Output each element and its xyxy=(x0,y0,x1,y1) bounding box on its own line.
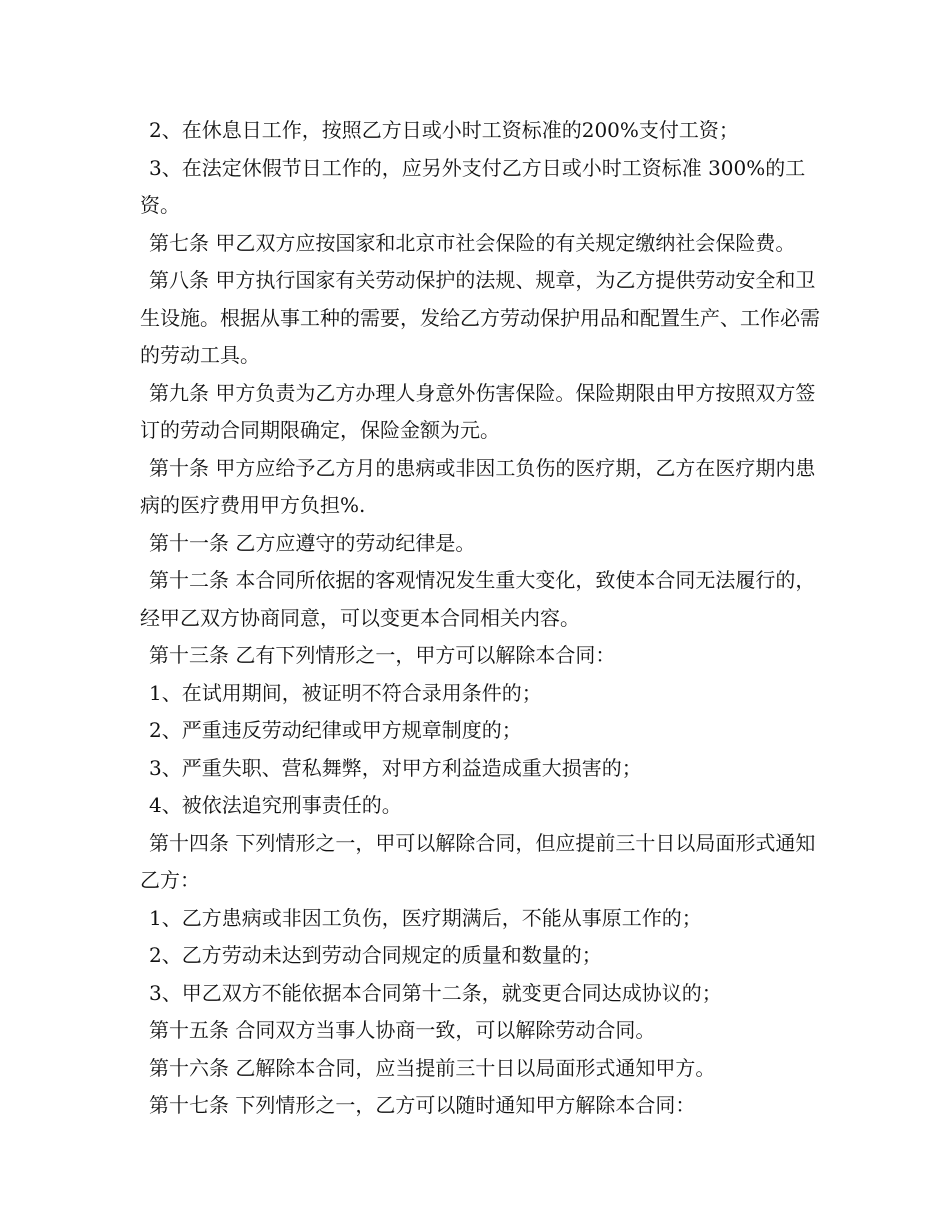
article-14-item-1: 1、乙方患病或非因工负伤，医疗期满后，不能从事原工作的； xyxy=(149,905,702,930)
article-13-item-1: 1、在试用期间，被证明不符合录用条件的； xyxy=(149,680,542,705)
article-14: 第十四条 下列情形之一，甲可以解除合同，但应提前三十日以局面形式通知乙方： xyxy=(140,830,816,892)
article-11: 第十一条 乙方应遵守的劳动纪律是。 xyxy=(149,530,476,555)
article-8: 第八条 甲方执行国家有关劳动保护的法规、规章，为乙方提供劳动安全和卫生设施。根据从事工种的需要，发给乙方劳动保护用品和配置生产、工作必需的劳动工具。 xyxy=(140,268,820,367)
article-13-item-3: 3、严重失职、营私舞弊，对甲方利益造成重大损害的； xyxy=(149,755,642,780)
article-14-item-2: 2、乙方劳动未达到劳动合同规定的质量和数量的； xyxy=(149,943,602,967)
article-13: 第十三条 乙有下列情形之一，甲方可以解除本合同： xyxy=(149,643,616,667)
article-15: 第十五条 合同双方当事人协商一致，可以解除劳动合同。 xyxy=(149,1018,656,1042)
article-16: 第十六条 乙解除本合同，应当提前三十日以局面形式通知甲方。 xyxy=(149,1055,716,1080)
paragraph-overtime-holiday: 3、在法定休假节日工作的，应另外支付乙方日或小时工资标准 300%的工资。 xyxy=(140,155,806,217)
article-17: 第十七条 下列情形之一，乙方可以随时通知甲方解除本合同： xyxy=(149,1093,696,1117)
article-13-item-2: 2、严重违反劳动纪律或甲方规章制度的； xyxy=(149,718,522,742)
article-12: 第十二条 本合同所依据的客观情况发生重大变化，致使本合同无法履行的，经甲乙双方协商同意，可以变更本合同相关内容。 xyxy=(140,568,816,630)
paragraph-overtime-rest-day: 2、在休息日工作，按照乙方日或小时工资标准的200%支付工资； xyxy=(149,118,739,142)
article-10: 第十条 甲方应给予乙方月的患病或非因工负伤的医疗期，乙方在医疗期内患病的医疗费用甲方负担%. xyxy=(140,455,816,517)
article-13-item-4: 4、被依法追究刑事责任的。 xyxy=(149,793,402,817)
article-9: 第九条 甲方负责为乙方办理人身意外伤害保险。保险期限由甲方按照双方签订的劳动合同期限确定，保险金额为元。 xyxy=(140,380,816,442)
article-14-item-3: 3、甲乙双方不能依据本合同第十二条，就变更合同达成协议的； xyxy=(149,980,722,1005)
document-body xyxy=(140,112,820,1125)
article-7: 第七条 甲乙双方应按国家和北京市社会保险的有关规定缴纳社会保险费。 xyxy=(149,230,796,255)
